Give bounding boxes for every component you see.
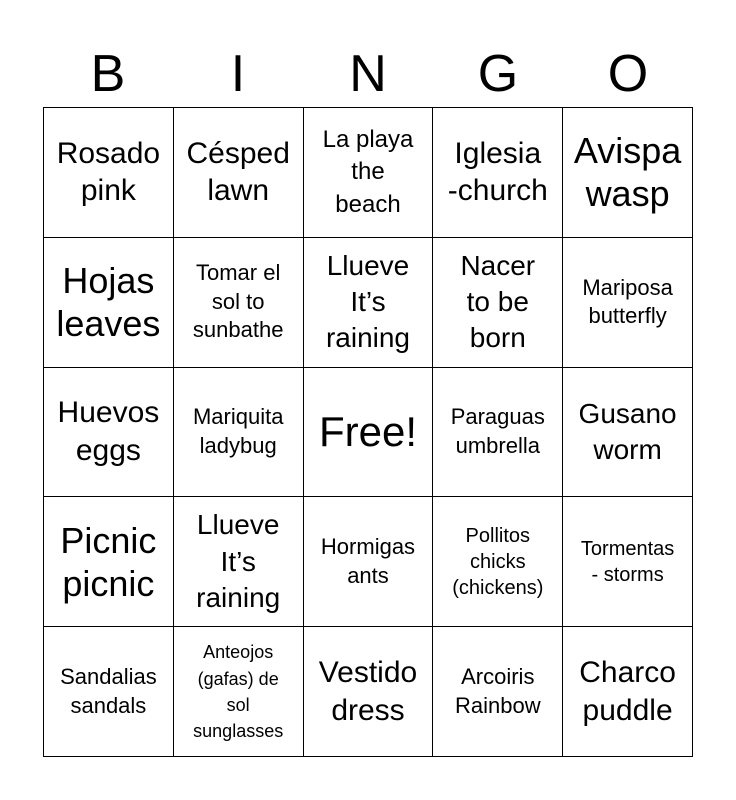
bingo-cell-r5c5[interactable] [563, 627, 693, 757]
header-letter-i: I [230, 45, 246, 103]
cell-text: La playa the beach [322, 125, 414, 218]
bingo-cell-r4c5[interactable] [563, 497, 693, 627]
cell-text: Sandalias sandals [60, 664, 157, 718]
cell-text: Arcoiris Rainbow [454, 664, 541, 718]
bingo-cell-r2c1[interactable] [44, 238, 174, 368]
bingo-cell-r5c2[interactable] [174, 627, 304, 757]
bingo-cell-r1c5[interactable] [563, 108, 693, 238]
bingo-cell-r3c2[interactable] [174, 368, 304, 498]
bingo-cell-r1c3[interactable] [304, 108, 434, 238]
bingo-cell-r4c3[interactable] [304, 497, 434, 627]
cell-text: Anteojos (gafas) de sol sunglasses [193, 642, 284, 741]
cell-text: Charco puddle [579, 656, 676, 727]
bingo-cell-r2c4[interactable] [433, 238, 563, 368]
bingo-cell-free[interactable] [304, 368, 434, 498]
bingo-cell-r1c4[interactable] [433, 108, 563, 238]
cell-text: Tomar el sol to sunbathe [192, 260, 284, 343]
cell-text: Gusano worm [578, 397, 677, 465]
cell-text: Avispa wasp [573, 130, 682, 215]
cell-text: Llueve It’s raining [325, 249, 411, 354]
cell-text: Tormentas - storms [580, 537, 675, 586]
cell-text: Vestido dress [318, 656, 418, 727]
cell-text: Iglesia -church [447, 136, 548, 208]
bingo-cell-r4c4[interactable] [433, 497, 563, 627]
bingo-cell-r3c1[interactable] [44, 368, 174, 498]
cell-text: Picnic picnic [60, 519, 157, 604]
bingo-cell-r2c3[interactable] [304, 238, 434, 368]
cell-text: Hormigas ants [320, 534, 416, 588]
bingo-cell-r3c4[interactable] [433, 368, 563, 498]
bingo-cell-r3c5[interactable] [563, 368, 693, 498]
cell-text: Llueve It’s raining [196, 509, 281, 613]
cell-text: Hojas leaves [56, 260, 161, 345]
bingo-card-grid [43, 107, 693, 757]
bingo-cell-r4c2[interactable] [174, 497, 304, 627]
bingo-cell-r5c4[interactable] [433, 627, 563, 757]
cell-text: Huevos eggs [57, 396, 160, 467]
bingo-cell-r4c1[interactable] [44, 497, 174, 627]
bingo-header [43, 42, 693, 106]
cell-text: Paraguas umbrella [450, 404, 545, 458]
header-letter-g: G [477, 45, 519, 103]
bingo-cell-r2c2[interactable] [174, 238, 304, 368]
free-space-text: Free! [318, 407, 417, 455]
cell-text: Rosado pink [56, 136, 161, 208]
bingo-cell-r1c2[interactable] [174, 108, 304, 238]
bingo-cell-r5c1[interactable] [44, 627, 174, 757]
bingo-cell-r1c1[interactable] [44, 108, 174, 238]
header-letter-o: O [607, 45, 649, 103]
cell-text: Nacer to be born [460, 249, 536, 354]
bingo-cell-r5c3[interactable] [304, 627, 434, 757]
header-letter-b: B [90, 45, 126, 103]
bingo-cell-r2c5[interactable] [563, 238, 693, 368]
cell-text: Césped lawn [186, 136, 290, 208]
cell-text: Mariposa butterfly [582, 274, 673, 329]
header-letter-n: N [349, 45, 387, 103]
cell-text: Pollitos chicks (chickens) [452, 524, 544, 599]
cell-text: Mariquita ladybug [192, 404, 284, 458]
